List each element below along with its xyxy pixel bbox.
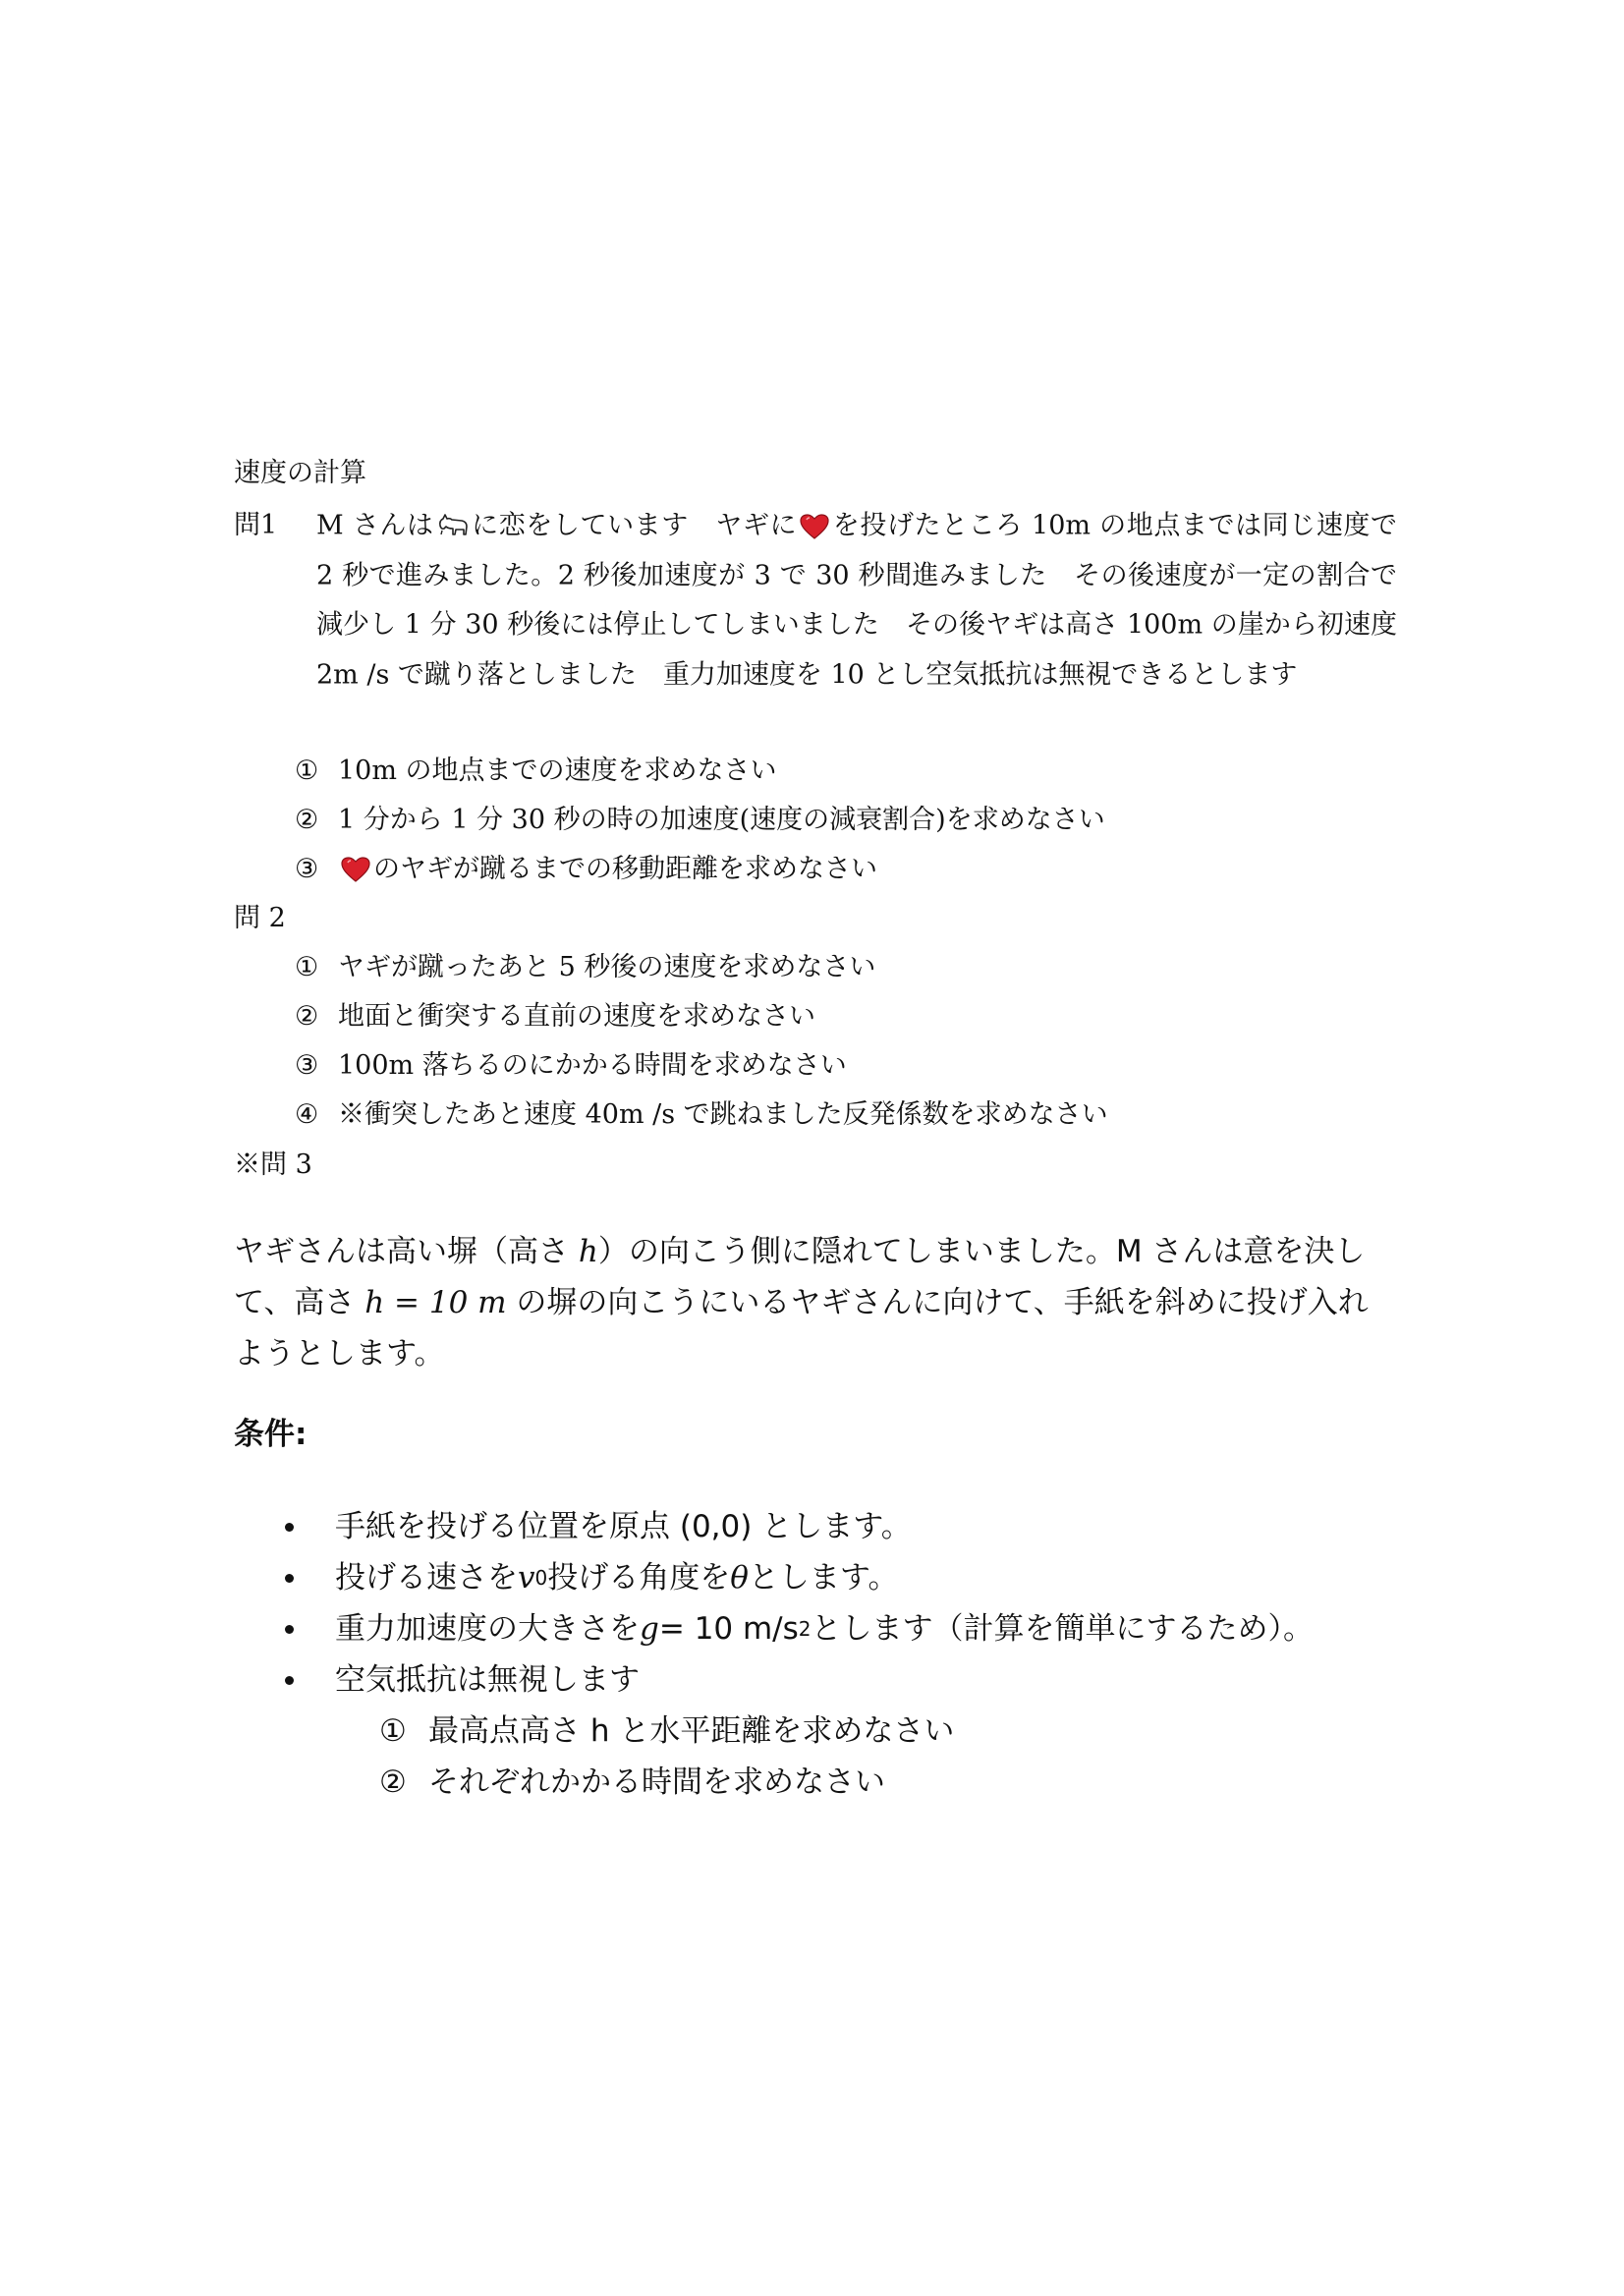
q1-item-2-marker: ② — [295, 805, 319, 835]
bullet-icon — [285, 1523, 294, 1532]
question-2-items — [295, 943, 1108, 1140]
condition-2-theta: θ — [730, 1560, 749, 1596]
condition-2-text-b: 投げる角度を — [547, 1560, 731, 1596]
q1-item-1-marker: ① — [295, 756, 319, 786]
q1-item-3 — [295, 845, 1105, 894]
condition-3-g: g — [640, 1611, 659, 1647]
condition-3-eq: = 10 m/s — [658, 1611, 799, 1647]
question-1-label: 問1 — [234, 510, 278, 540]
q1-item-1 — [295, 747, 1105, 796]
q2-item-4-text: ※衝突したあと速度 40m /s で跳ねました反発係数を求めなさい — [338, 1099, 1108, 1130]
q3-item-1 — [379, 1706, 954, 1757]
condition-2-sub: 0 — [534, 1566, 548, 1590]
condition-3 — [285, 1603, 1314, 1654]
question-1-items — [295, 747, 1105, 894]
q3-para-b: ）の向こう側に隠れてしまいました。M さんは意を決して、高さ — [234, 1234, 1366, 1320]
q1-item-3-text: のヤギが蹴るまでの移動距離を求めなさい — [373, 854, 877, 884]
q3-para-h: h — [578, 1234, 598, 1269]
q1-text-a: M さんは — [316, 510, 434, 541]
q1-item-2 — [295, 796, 1105, 845]
q1-item-3-marker: ③ — [295, 854, 319, 884]
q2-item-4-marker: ④ — [295, 1099, 319, 1130]
q3-item-2-marker: ② — [379, 1764, 407, 1800]
goat-icon — [436, 512, 470, 541]
condition-3-text-b: とします（計算を簡単にするため）。 — [811, 1611, 1315, 1647]
condition-3-text-a: 重力加速度の大きさを — [335, 1611, 640, 1647]
question-2-label: 問 2 — [234, 903, 286, 933]
q3-item-2-text: それぞれかかる時間を求めなさい — [428, 1764, 885, 1800]
q3-para-c: の塀の向こうにいるヤギさんに向けて、手紙を斜めに投げ入れようとします。 — [234, 1285, 1369, 1372]
condition-2-text-c: とします。 — [748, 1560, 899, 1596]
bullet-icon — [285, 1676, 294, 1685]
question-3-paragraph — [234, 1226, 1393, 1379]
q1-text-b: に恋をしています ヤギに — [471, 510, 798, 541]
condition-4-text: 空気抵抗は無視します — [335, 1662, 640, 1698]
q2-item-2-text: 地面と衝突する直前の速度を求めなさい — [338, 1001, 815, 1032]
q2-item-1-marker: ① — [295, 952, 319, 982]
q2-item-2 — [295, 992, 1108, 1041]
q1-item-2-text: 1 分から 1 分 30 秒の時の加速度(速度の減衰割合)を求めなさい — [338, 805, 1105, 835]
question-1-text — [316, 501, 1397, 700]
q1-item-1-text: 10m の地点までの速度を求めなさい — [338, 756, 777, 786]
q2-item-3 — [295, 1041, 1108, 1091]
q3-item-1-text: 最高点高さ h と水平距離を求めなさい — [428, 1713, 955, 1749]
q2-item-2-marker: ② — [295, 1001, 319, 1032]
question-1 — [234, 501, 1413, 700]
q3-para-eq: h = 10 m — [364, 1285, 507, 1320]
q1-text-c: を投げたところ 10m の地点までは同じ速度で 2 秒で進みました。2 秒後加速度が 3 で 30 秒間進みました その後速度が一定の割合で減少し 1 分 30 秒後には停止してしまいました その後ヤギは高さ 100m の崖から初速度 2m /s で蹴り落としました 重力加速度を 10 とし空気抵抗は無視できるとします — [316, 510, 1398, 690]
q2-item-1-text: ヤギが蹴ったあと 5 秒後の速度を求めなさい — [338, 952, 876, 982]
condition-2 — [285, 1552, 1314, 1603]
bullet-icon — [285, 1625, 294, 1634]
heart-icon — [799, 513, 830, 540]
condition-2-text-a: 投げる速さを — [335, 1560, 518, 1596]
question-3-label: ※問 3 — [234, 1149, 312, 1180]
q2-item-3-text: 100m 落ちるのにかかる時間を求めなさい — [338, 1050, 847, 1081]
condition-3-sup: 2 — [798, 1617, 812, 1641]
heart-icon — [340, 856, 371, 883]
conditions-list — [285, 1501, 1314, 1706]
conditions-heading: 条件: — [234, 1417, 308, 1452]
condition-4 — [285, 1654, 1314, 1706]
q2-item-4 — [295, 1091, 1108, 1140]
condition-1-text: 手紙を投げる位置を原点 (0,0) とします。 — [335, 1509, 912, 1544]
document-title: 速度の計算 — [234, 458, 366, 488]
q2-item-3-marker: ③ — [295, 1050, 319, 1081]
q3-para-a: ヤギさんは高い塀（高さ — [234, 1234, 579, 1269]
q2-item-1 — [295, 943, 1108, 992]
q3-item-2 — [379, 1757, 954, 1808]
q3-item-1-marker: ① — [379, 1713, 407, 1749]
condition-1 — [285, 1501, 1314, 1552]
condition-2-v: v — [518, 1560, 535, 1596]
bullet-icon — [285, 1574, 294, 1583]
question-3-items — [379, 1706, 954, 1808]
